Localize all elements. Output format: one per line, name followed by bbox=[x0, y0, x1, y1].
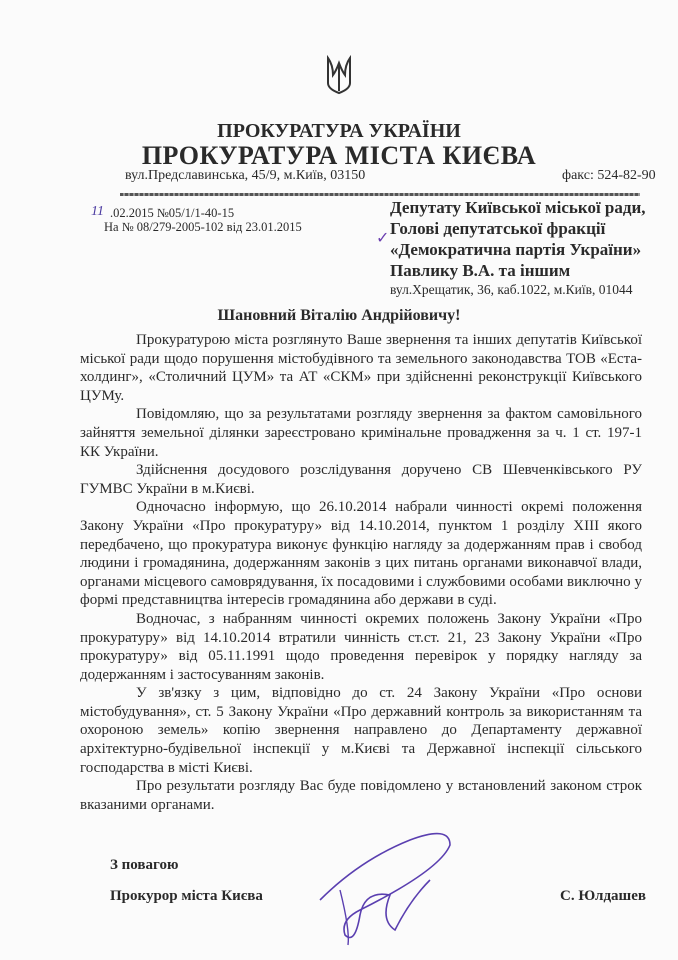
paragraph: Здійснення досудового розслідування доручено СВ Шевченківського РУ ГУМВС України в м.Києві. bbox=[80, 462, 642, 497]
closing: З повагою bbox=[110, 857, 179, 873]
outgoing-ref: .02.2015 №05/1/1-40-15 bbox=[110, 206, 235, 220]
recipient-block bbox=[390, 197, 646, 281]
paragraph: Водночас, з набранням чинності окремих положень Закону України «Про прокуратуру» від 14.10.2014 втратили чинність ст.ст. 21, 23 Закону України «Про прокуратуру» від 05.11.1991 щодо проведення перевірок у порядку нагляду за додержанням і застосуванням законів. bbox=[80, 610, 642, 683]
recipient-line: Депутату Київської міської ради, bbox=[390, 198, 646, 217]
recipient-line: Голові депутатської фракції bbox=[390, 219, 606, 238]
handwritten-signature bbox=[300, 820, 500, 950]
paragraph: У зв'язку з цим, відповідно до ст. 24 Закону України «Про основи містобудування», ст. 5 Закону України «Про державний контроль за використанням та охороною земель» копію звернення направлено до Департаменту державної архітектурно-будівельної інспекції у м.Києві та Державної інспекції сільського господарства в місті Києві. bbox=[80, 685, 642, 776]
trident-emblem-icon bbox=[326, 55, 352, 95]
letter-body bbox=[80, 331, 642, 814]
paragraph: Про результати розгляду Вас буде повідомлено у встановлений законом строк вказаними органами. bbox=[80, 778, 642, 813]
org-line-1: ПРОКУРАТУРА УКРАЇНИ bbox=[217, 120, 461, 142]
org-fax: факс: 524-82-90 bbox=[562, 168, 656, 183]
header-divider bbox=[120, 193, 640, 196]
paragraph: Одночасно інформую, що 26.10.2014 набрали чинності окремі положення Закону України «Про прокуратуру» від 14.10.2014, пунктом 1 розділу XIII якого передбачено, що прокуратура виконує функцію нагляду за додержанням прав і свобод людини і громадянина, додержанням законів з цих питань органами виконавчої влади, органами місцевого самоврядування, їх посадовими і службовими особами виключно у формі представництва інтересів громадянина або держави в суді. bbox=[80, 499, 642, 609]
org-address: вул.Предславинська, 45/9, м.Київ, 03150 bbox=[125, 168, 366, 183]
signer-name: С. Юлдашев bbox=[560, 888, 646, 904]
paragraph: Прокуратурою міста розглянуто Ваше звернення та інших депутатів Київської міської ради щодо порушення містобудівного та земельного законодавства ТОВ «Еста-холдинг», «Столичний ЦУМ» та АТ «СКМ» при здійсненні реконструкції Київського ЦУМу. bbox=[80, 332, 642, 404]
check-mark-icon: ✓ bbox=[376, 230, 390, 247]
recipient-line: «Демократична партія України» bbox=[390, 240, 642, 259]
handwritten-day: 11 bbox=[91, 204, 104, 219]
greeting: Шановний Віталію Андрійовичу! bbox=[217, 307, 461, 324]
org-line-2: ПРОКУРАТУРА МІСТА КИЄВА bbox=[141, 141, 537, 170]
recipient-address: вул.Хрещатик, 36, каб.1022, м.Київ, 01044 bbox=[390, 282, 633, 297]
incoming-ref: На № 08/279-2005-102 від 23.01.2015 bbox=[104, 220, 302, 234]
signer-title: Прокурор міста Києва bbox=[110, 888, 263, 904]
paragraph: Повідомляю, що за результатами розгляду звернення за фактом самовільного зайняття земельної ділянки зареєстровано кримінальне провадження за ч. 1 ст. 197-1 КК України. bbox=[80, 406, 642, 460]
recipient-line: Павлику В.А. та іншим bbox=[390, 261, 571, 280]
